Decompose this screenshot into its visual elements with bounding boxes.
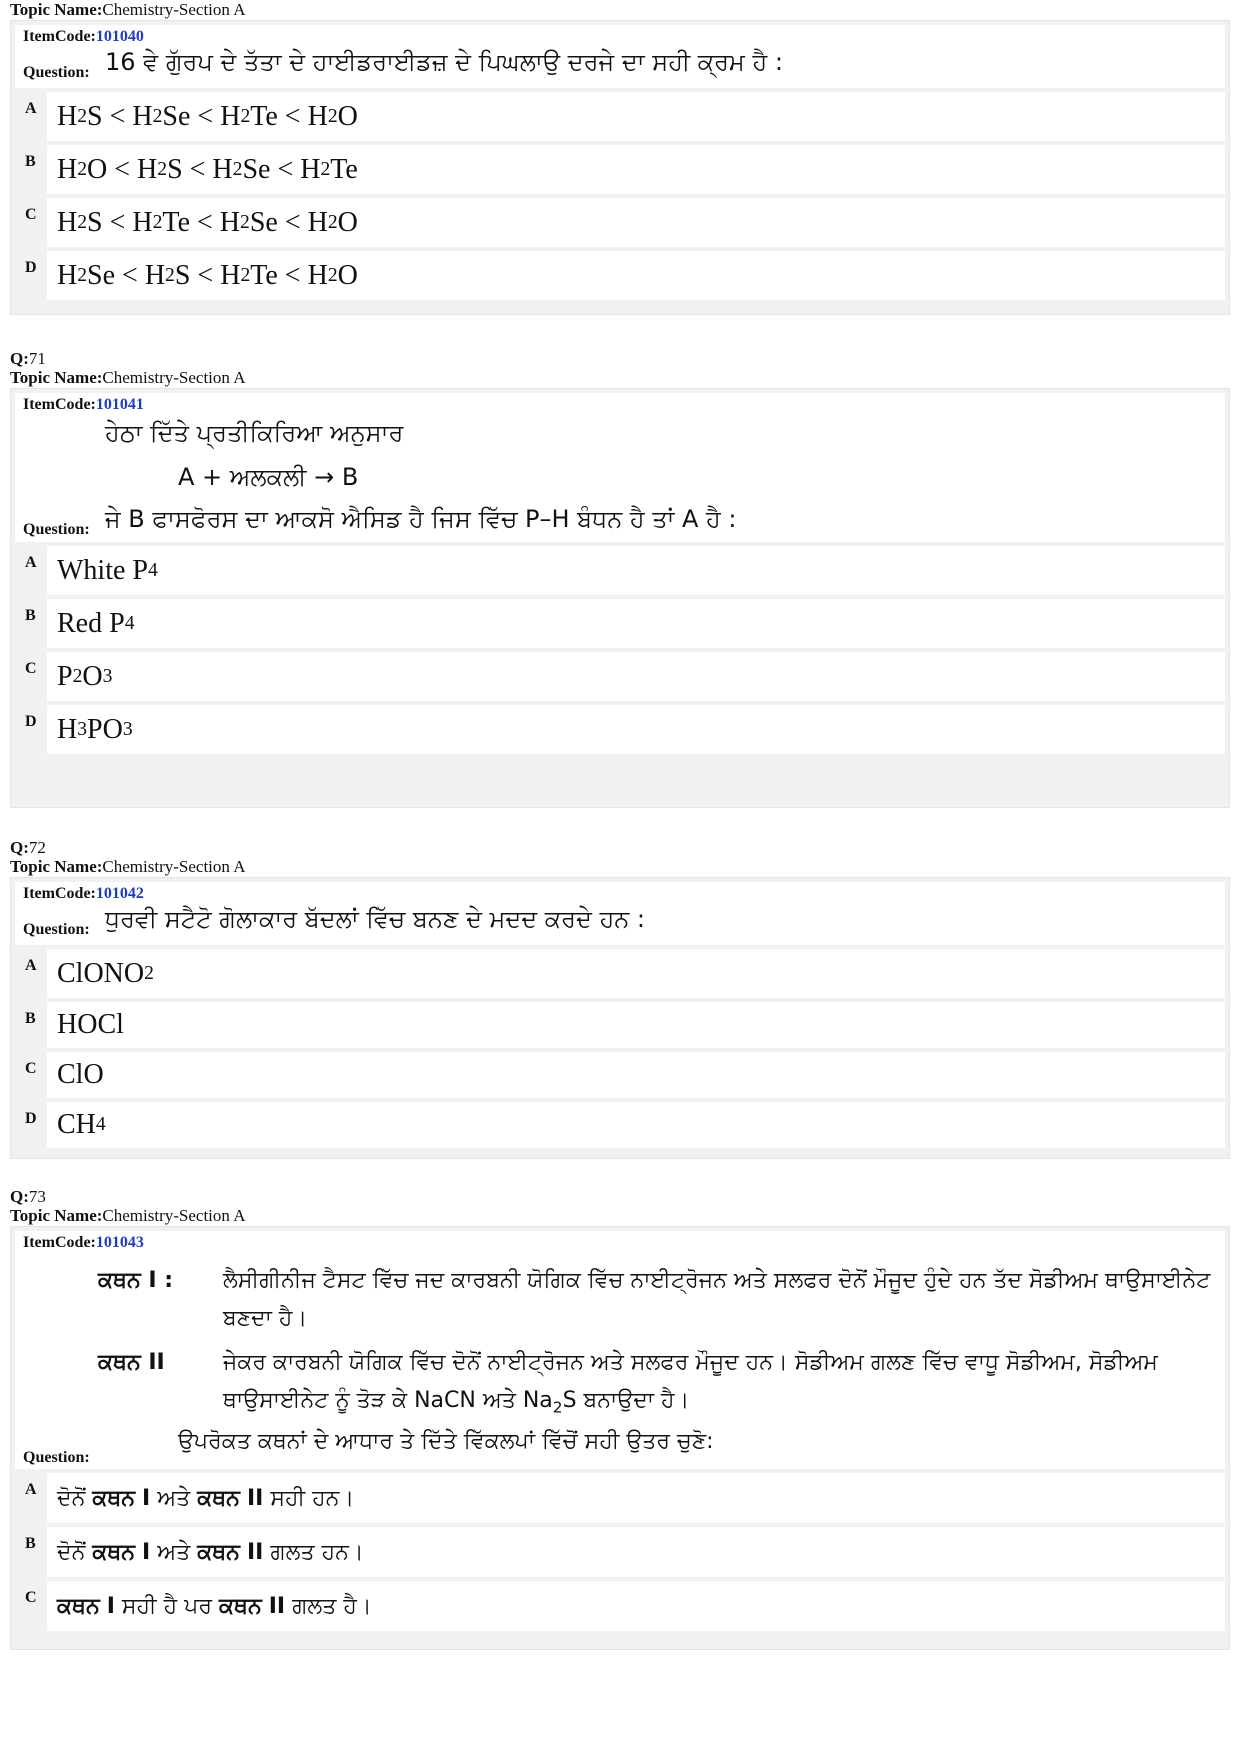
topic-name: Topic Name:Chemistry-Section A bbox=[10, 1206, 246, 1225]
option-text: ਕਥਨ I ਸਹੀ ਹੈ ਪਰ ਕਥਨ II ਗਲਤ ਹੈ। bbox=[43, 1581, 1225, 1631]
option-d[interactable]: D CH 4 bbox=[15, 1102, 1225, 1148]
item-code: ItemCode:101042 bbox=[23, 885, 144, 902]
question-block-101043 bbox=[10, 1226, 1230, 1650]
option-text: H 2 Se < H 2 S < H 2 Te < H 2 O bbox=[43, 251, 1225, 300]
option-text: Red P 4 bbox=[43, 599, 1225, 648]
option-text: H 3 PO 3 bbox=[43, 705, 1225, 754]
question-text: ਜੇ B ਫਾਸਫੋਰਸ ਦਾ ਆਕਸੋ ਐਸਿਡ ਹੈ ਜਿਸ ਵਿੱਚ P–H ਬੰਧਨ ਹੈ ਤਾਂ A ਹੈ : bbox=[105, 505, 737, 533]
question-label: Question: bbox=[23, 1449, 90, 1466]
question-block-101042 bbox=[10, 877, 1230, 1159]
question-block-101040 bbox=[10, 20, 1230, 315]
option-a[interactable]: A White P 4 bbox=[15, 546, 1225, 595]
option-c[interactable]: C ਕਥਨ I ਸਹੀ ਹੈ ਪਰ ਕਥਨ II ਗਲਤ ਹੈ। bbox=[15, 1581, 1225, 1631]
option-text: HOCl bbox=[43, 1002, 1225, 1048]
option-text: H 2 S < H 2 Te < H 2 Se < H 2 O bbox=[43, 198, 1225, 247]
option-text: H 2 O < H 2 S < H 2 Se < H 2 Te bbox=[43, 145, 1225, 194]
topic-name: Topic Name:Chemistry-Section A bbox=[10, 857, 246, 876]
item-code: ItemCode:101040 bbox=[23, 28, 144, 45]
option-b[interactable]: B Red P 4 bbox=[15, 599, 1225, 648]
question-text: 16 ਵੇ ਗੁੱਰਪ ਦੇ ਤੱਤਾ ਦੇ ਹਾਈਡਰਾਈਡਜ਼ ਦੇ ਪਿਘਲਾਉ ਦਰਜੇ ਦਾ ਸਹੀ ਕ੍ਰਮ ਹੈ : bbox=[105, 48, 783, 76]
reaction-equation: A + ਅਲਕਲੀ → B bbox=[178, 463, 359, 491]
question-block-101041 bbox=[10, 388, 1230, 808]
option-d[interactable]: D H 3 PO 3 bbox=[15, 705, 1225, 754]
option-text: H 2 S < H 2 Se < H 2 Te < H 2 O bbox=[43, 92, 1225, 141]
question-label: Question: bbox=[23, 64, 90, 81]
question-number: Q:72 bbox=[10, 838, 46, 857]
statement-2: ਕਥਨ II ਜੇਕਰ ਕਾਰਬਨੀ ਯੋਗਿਕ ਵਿੱਚ ਦੋਨੋਂ ਨਾਈਟ੍ਰੋਜਨ ਅਤੇ ਸਲਫਰ ਮੌਜੂਦ ਹਨ। ਸੋਡੀਅਮ ਗਲਣ ਵਿੱਚ ਵਾਧੂ ਸੋਡੀਅਮ, ਸੋਡੀਅਮ ਥਾਉਸਾਈਨੇਟ ਨੂੰ ਤੋੜ ਕੇ NaCN ਅਤੇ $Na_2S$ ਬਨਾਉਦਾ ਹੈ। bbox=[98, 1350, 1158, 1417]
option-c[interactable]: C H 2 S < H 2 Te < H 2 Se < H 2 O bbox=[15, 198, 1225, 247]
item-code: ItemCode:101043 bbox=[23, 1234, 144, 1251]
option-b[interactable]: B HOCl bbox=[15, 1002, 1225, 1048]
option-d[interactable]: D H 2 Se < H 2 S < H 2 Te < H 2 O bbox=[15, 251, 1225, 300]
option-a[interactable]: A H 2 S < H 2 Se < H 2 Te < H 2 O bbox=[15, 92, 1225, 141]
exam-page bbox=[10, 0, 1230, 1650]
option-a[interactable]: A ClONO 2 bbox=[15, 949, 1225, 998]
item-code: ItemCode:101041 bbox=[23, 396, 144, 413]
option-text: ਦੋਨੋਂ ਕਥਨ I ਅਤੇ ਕਥਨ II ਗਲਤ ਹਨ। bbox=[43, 1527, 1225, 1577]
option-text: P 2 O 3 bbox=[43, 652, 1225, 701]
statement-1: ਕਥਨ I : ਲੈਸੀਗੀਨੀਜ ਟੈਸਟ ਵਿੱਚ ਜਦ ਕਾਰਬਨੀ ਯੋਗਿਕ ਵਿੱਚ ਨਾਈਟ੍ਰੋਜਨ ਅਤੇ ਸਲਫਰ ਦੋਨੋਂ ਮੌਜੂਦ ਹੁੰਦੇ ਹਨ ਤੱਦ ਸੋਡੀਅਮ ਥਾਉਸਾਈਨੇਟ ਬਣਦਾ ਹੈ। bbox=[98, 1268, 1211, 1331]
option-b[interactable]: B H 2 O < H 2 S < H 2 Se < H 2 Te bbox=[15, 145, 1225, 194]
question-label: Question: bbox=[23, 521, 90, 538]
question-text: ਧੁਰਵੀ ਸਟੈਟੋ ਗੋਲਾਕਾਰ ਬੱਦਲਾਂ ਵਿੱਚ ਬਨਣ ਦੇ ਮਦਦ ਕਰਦੇ ਹਨ : bbox=[105, 905, 646, 933]
topic-name: Topic Name:Chemistry-Section A bbox=[10, 368, 246, 387]
question-label: Question: bbox=[23, 921, 90, 938]
option-text: ਦੋਨੋਂ ਕਥਨ I ਅਤੇ ਕਥਨ II ਸਹੀ ਹਨ। bbox=[43, 1473, 1225, 1523]
option-text: CH 4 bbox=[43, 1102, 1225, 1148]
question-text: ਉਪਰੋਕਤ ਕਥਨਾਂ ਦੇ ਆਧਾਰ ਤੇ ਦਿੱਤੇ ਵਿੱਕਲਪਾਂ ਵਿੱਚੋਂ ਸਹੀ ਉਤਰ ਚੁਣੋ: bbox=[178, 1429, 714, 1454]
option-text: White P 4 bbox=[43, 546, 1225, 595]
topic-name: Topic Name:Chemistry-Section A bbox=[10, 0, 246, 19]
option-a[interactable]: A ਦੋਨੋਂ ਕਥਨ I ਅਤੇ ਕਥਨ II ਸਹੀ ਹਨ। bbox=[15, 1473, 1225, 1523]
option-b[interactable]: B ਦੋਨੋਂ ਕਥਨ I ਅਤੇ ਕਥਨ II ਗਲਤ ਹਨ। bbox=[15, 1527, 1225, 1577]
option-c[interactable]: C P 2 O 3 bbox=[15, 652, 1225, 701]
question-number: Q:71 bbox=[10, 349, 46, 368]
option-text: ClONO 2 bbox=[43, 949, 1225, 998]
option-c[interactable]: C ClO bbox=[15, 1052, 1225, 1098]
question-number: Q:73 bbox=[10, 1187, 46, 1206]
option-text: ClO bbox=[43, 1052, 1225, 1098]
question-intro: ਹੇਠਾ ਦਿੱਤੇ ਪ੍ਰਤੀਕਿਰਿਆ ਅਨੁਸਾਰ bbox=[105, 419, 404, 447]
